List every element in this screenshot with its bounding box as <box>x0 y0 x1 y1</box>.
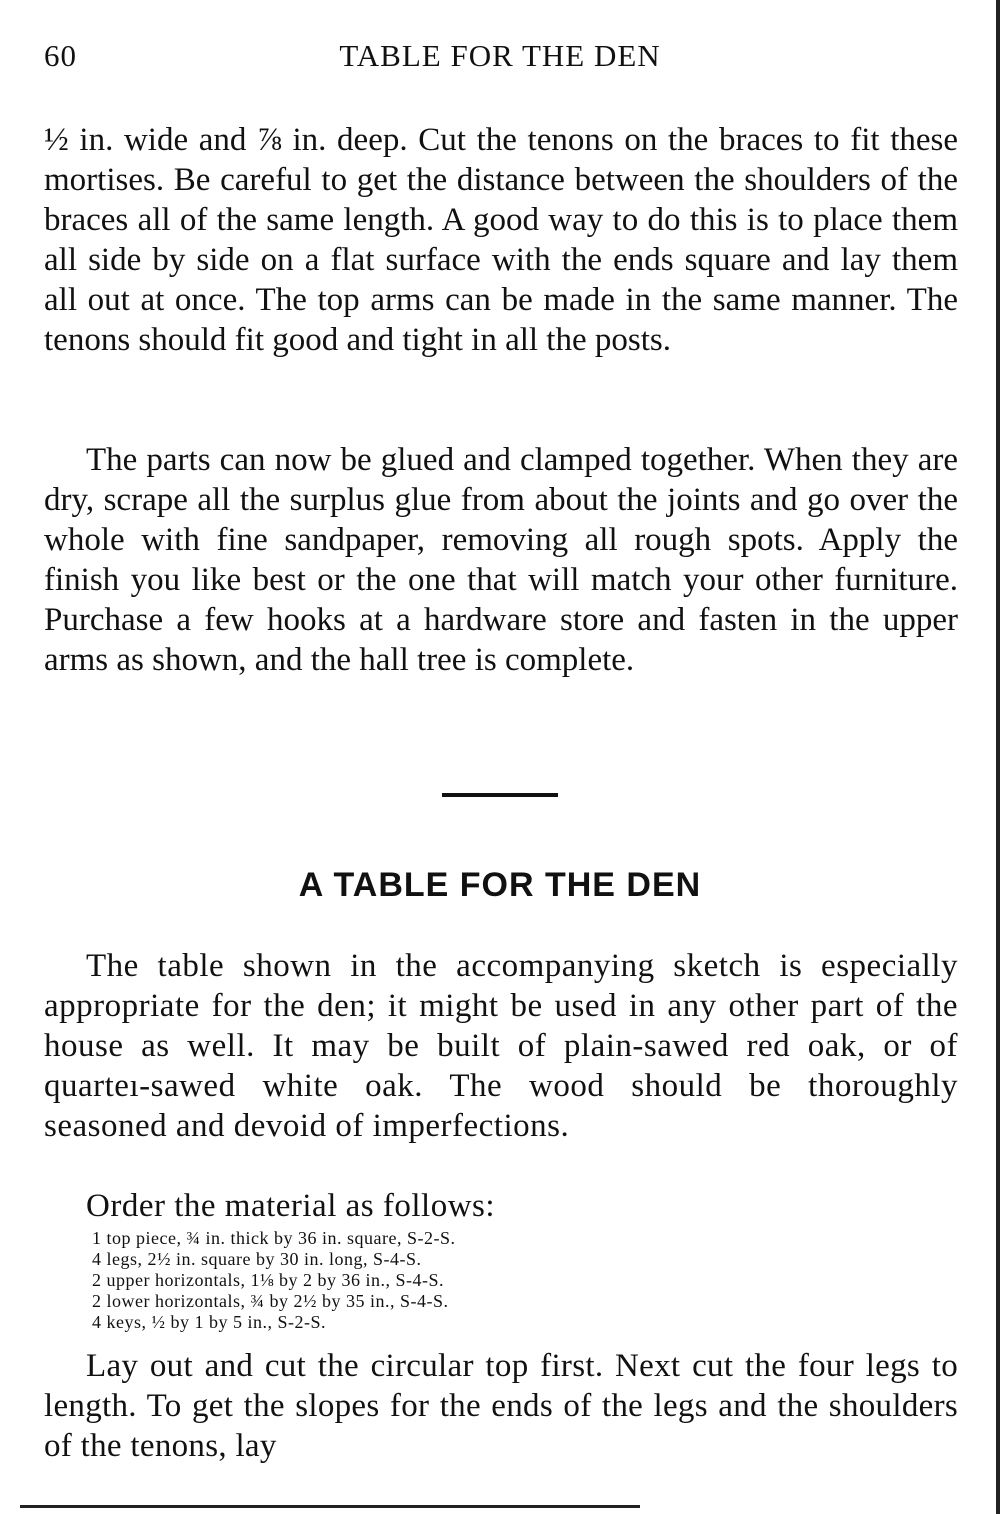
list-item: 1 top piece, ¾ in. thick by 36 in. square, S-2-S. <box>92 1228 456 1248</box>
list-item: 4 keys, ½ by 1 by 5 in., S-2-S. <box>92 1312 327 1332</box>
section-divider <box>442 793 558 797</box>
list-item: 2 upper horizontals, 1⅛ by 2 by 36 in., S-4-S. <box>92 1270 444 1290</box>
section-title: A TABLE FOR THE DEN <box>298 866 702 904</box>
page-edge-rule <box>996 0 1000 1514</box>
footer-rule <box>20 1505 640 1508</box>
running-header <box>44 38 956 82</box>
paragraph-finishing: The parts can now be glued and clamped together. When they are dry, scrape all the surplus glue from about the joints and go over the whole with fine sandpaper, removing all rough spots. Apply the finish you like best or the one that will match your other furniture. Purchase a few hooks at a hardware store and fasten in the upper arms as shown, and the hall tree is complete. <box>44 442 958 678</box>
list-item: 4 legs, 2½ in. square by 30 in. long, S-4-S. <box>92 1249 422 1269</box>
list-item: 2 lower horizontals, ¾ by 2½ by 35 in., S-4-S. <box>92 1291 449 1311</box>
order-intro: Order the material as follows: <box>86 1188 496 1224</box>
paragraph-continuation: ½ in. wide and ⅞ in. deep. Cut the tenons on the braces to fit these mortises. Be careful to get the distance between the shoulders of the braces all of the same length. A good way to do this is to place them all side by side on a flat surface with the ends square and lay them all out at once. The top arms can be made in the same manner. The tenons should fit good and tight in all the posts. <box>44 122 958 358</box>
paragraph-instructions: Lay out and cut the circular top first. Next cut the four legs to length. To get the slopes for the ends of the legs and the shoulders of the tenons, lay <box>44 1348 958 1464</box>
materials-list <box>92 1228 455 1333</box>
running-title: TABLE FOR THE DEN <box>339 38 661 73</box>
section-intro: The table shown in the accompanying sketch is especially appropriate for the den; it might be used in any other part of the house as well. It may be built of plain-sawed red oak, or of quarteı-sawed white oak. The wood should be thoroughly seasoned and devoid of imperfections. <box>44 948 958 1144</box>
page-number: 60 <box>44 38 77 73</box>
